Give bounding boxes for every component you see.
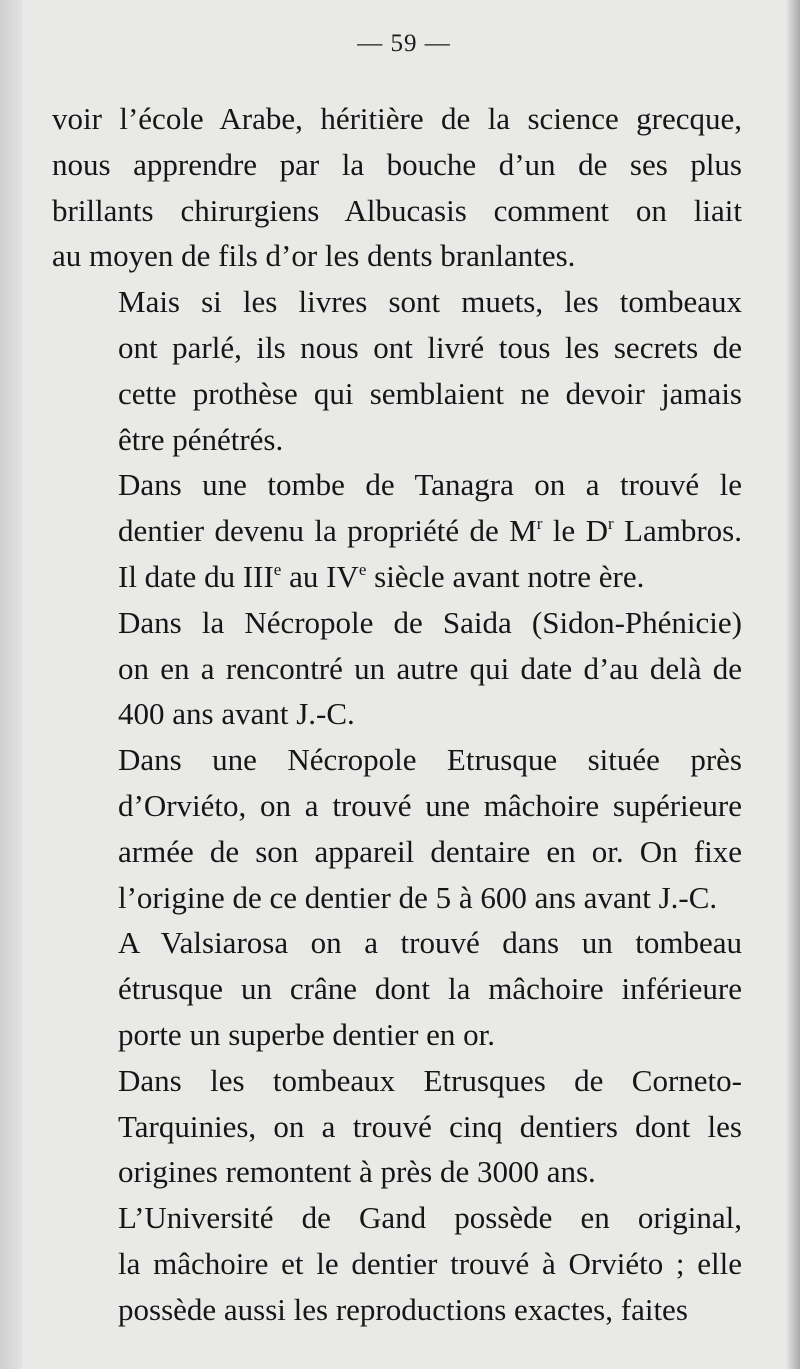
text-line: d’Orviéto, on a trouvé une mâchoire supérieure	[118, 787, 742, 823]
paragraph	[52, 279, 742, 462]
text-line: nous apprendre par la bouche d’un de ses plus	[52, 146, 742, 182]
paragraph	[52, 462, 742, 599]
text-line: origines remontent à près de 3000 ans.	[118, 1154, 596, 1190]
text-line: être pénétrés.	[118, 421, 284, 457]
text-line: ont parlé, ils nous ont livré tous les secrets de	[118, 329, 742, 365]
text-line: Dans une Nécropole Etrusque située près	[118, 742, 742, 778]
text-line: possède aussi les reproductions exactes, faites	[118, 1291, 688, 1327]
text-line: A Valsiarosa on a trouvé dans un tombeau	[118, 925, 742, 961]
text-line: voir l’école Arabe, héritière de la science grecque,	[52, 101, 742, 136]
text-line: 400 ans avant J.-C.	[118, 696, 355, 732]
text-line: l’origine de ce dentier de 5 à 600 ans avant J.-C.	[118, 879, 718, 915]
text-line: au moyen de fils d’or les dents branlantes.	[52, 238, 576, 274]
text-line: porte un superbe dentier en or.	[118, 1016, 496, 1052]
paragraph	[52, 1058, 742, 1195]
text-line: Dans les tombeaux Etrusques de Corneto-	[118, 1062, 742, 1098]
text-line: Mais si les livres sont muets, les tombeaux	[118, 284, 742, 320]
paragraph	[52, 96, 742, 279]
scan-margin-left	[0, 0, 22, 1369]
text-line: dentier devenu la propriété de $M^r$ le $D^r$ Lambros.	[118, 513, 742, 549]
text-line: on en a rencontré un autre qui date d’au delà de	[118, 650, 742, 686]
paragraph	[52, 600, 742, 737]
text-line: L’Université de Gand possède en original,	[118, 1200, 742, 1236]
paragraph	[52, 1195, 742, 1332]
paragraph	[52, 920, 742, 1057]
text-line: Dans la Nécropole de Saida (Sidon-Phénicie)	[118, 604, 742, 640]
paragraph	[52, 737, 742, 920]
body-text	[52, 96, 742, 1333]
page-number: — 59 —	[357, 30, 451, 57]
text-line: Tarquinies, on a trouvé cinq dentiers dont les	[118, 1108, 742, 1144]
book-page	[22, 0, 786, 1369]
text-line: la mâchoire et le dentier trouvé à Orviéto ; elle	[118, 1245, 742, 1281]
text-line: brillants chirurgiens Albucasis comment on liait	[52, 192, 742, 228]
text-line: étrusque un crâne dont la mâchoire inférieure	[118, 971, 742, 1007]
scan-margin-right	[786, 0, 800, 1369]
text-line: armée de son appareil dentaire en or. On fixe	[118, 833, 742, 869]
text-line: Il date du IIIe au IVe siècle avant notre ère.	[118, 558, 645, 594]
text-line: Dans une tombe de Tanagra on a trouvé le	[118, 467, 742, 503]
text-line: cette prothèse qui semblaient ne devoir jamais	[118, 375, 742, 411]
